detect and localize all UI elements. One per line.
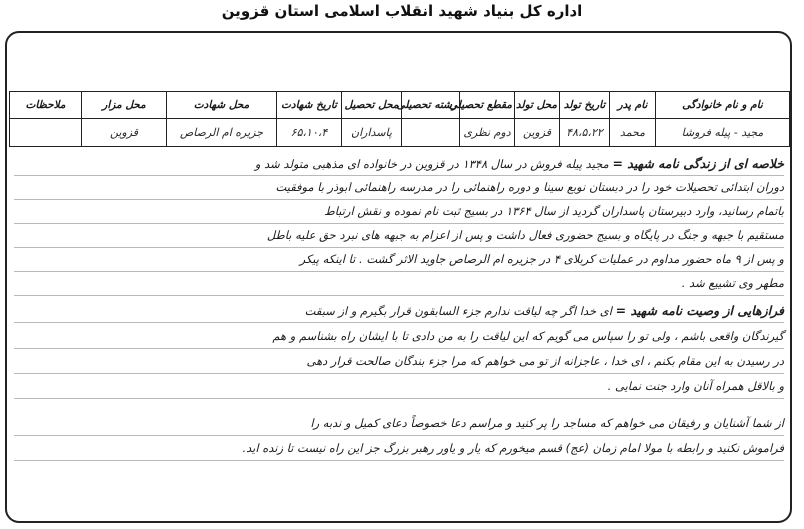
will-line: در رسیدن به این مقام بکنم ، ای خدا ، عاجزانه از تو می خواهم که مرا جزء بندگان صالحت قرار دهی bbox=[14, 350, 784, 374]
column-header-education-level: مقطع تحصیلی bbox=[460, 92, 515, 119]
cell-birth-place: قزوین bbox=[515, 119, 560, 147]
will-line bbox=[14, 299, 784, 323]
cell-name: مجید - پیله فروشا bbox=[656, 119, 790, 147]
will-heading: فرازهایی از وصیت نامه شهید = bbox=[615, 303, 784, 318]
column-header-birth-date: تاریخ تولد bbox=[560, 92, 610, 119]
column-header-martyrdom-place: محل شهادت bbox=[167, 92, 277, 119]
cell-martyrdom-date: ۶۵،۱۰،۴ bbox=[277, 119, 342, 147]
biography-line: دوران ابتدائی تحصیلات خود را در دبستان نوبع سینا و دوره راهنمائی را در مدرسه راهنمائی ابوذر با موفقیت bbox=[14, 176, 784, 200]
biography-line: مطهر وی تشییع شد . bbox=[14, 272, 784, 296]
column-header-grave: محل مزار bbox=[82, 92, 167, 119]
cell-field bbox=[402, 119, 460, 147]
biography-line: مستقیم با جبهه و جنگ در پایگاه و بسیج حضوری فعال داشت و پس از اعزام به جبهه های نبرد حق علیه باطل bbox=[14, 224, 784, 248]
biography-text: مجید پیله فروش در سال ۱۳۴۸ در قزوین در خانواده ای مذهبی متولد شد و bbox=[254, 157, 609, 171]
column-header-father: نام پدر bbox=[610, 92, 656, 119]
cell-notes bbox=[10, 119, 82, 147]
column-header-field: رشته تحصیلی bbox=[402, 92, 460, 119]
page-title: اداره کل بنیاد شهید انقلاب اسلامی استان قزوین bbox=[221, 2, 583, 20]
cell-martyrdom-place: جزیره ام الرصاص bbox=[167, 119, 277, 147]
table-row bbox=[10, 119, 790, 147]
column-header-school: محل تحصیل bbox=[342, 92, 402, 119]
biography-line: باتمام رسانید، وارد دبیرستان پاسداران گردید از سال ۱۳۶۴ در بسیج ثبت نام نموده و نقش ارتباط bbox=[14, 200, 784, 224]
column-header-martyrdom-date: تاریخ شهادت bbox=[277, 92, 342, 119]
will-line: و بالاقل همراه آنان وارد جنت نمایی . bbox=[14, 375, 784, 399]
biography-heading: خلاصه ای از زندگی نامه شهید = bbox=[612, 156, 784, 171]
martyr-info-table bbox=[9, 91, 790, 147]
cell-birth-date: ۴۸،۵،۲۲ bbox=[560, 119, 610, 147]
table-header-row bbox=[10, 92, 790, 119]
biography-line bbox=[14, 152, 784, 176]
cell-education-level: دوم نظری bbox=[460, 119, 515, 147]
will-line: فراموش نکنید و رابطه با مولا امام زمان (عج) قسم میخورم که یار و یاور رهبر بزرگ جز این راه نیست تا زنده اید. bbox=[14, 437, 784, 461]
will-text: ای خدا اگر چه لیاقت ندارم جزء السابقون قرار بگیرم و از سبقت bbox=[304, 304, 612, 318]
will-line: از شما آشنایان و رفیقان می خواهم که مساجد را پر کنید و مراسم دعا خصوصاً دعای کمیل و ندبه را bbox=[14, 412, 784, 436]
cell-grave: قزوین bbox=[82, 119, 167, 147]
column-header-name: نام و نام خانوادگی bbox=[656, 92, 790, 119]
column-header-notes: ملاحظات bbox=[10, 92, 82, 119]
cell-school: پاسداران bbox=[342, 119, 402, 147]
cell-father: محمد bbox=[610, 119, 656, 147]
column-header-birth-place: محل تولد bbox=[515, 92, 560, 119]
will-line: گیرندگان واقعی باشم ، ولی تو را سپاس می گویم که این لیاقت را به من دادی تا با ایشان راه بشناسم و هم bbox=[14, 325, 784, 349]
biography-line: و پس از ۹ ماه حضور مداوم در عملیات کربلای ۴ در جزیره ام الرصاص جاوید الاثر گشت . تا اینکه پیکر bbox=[14, 248, 784, 272]
